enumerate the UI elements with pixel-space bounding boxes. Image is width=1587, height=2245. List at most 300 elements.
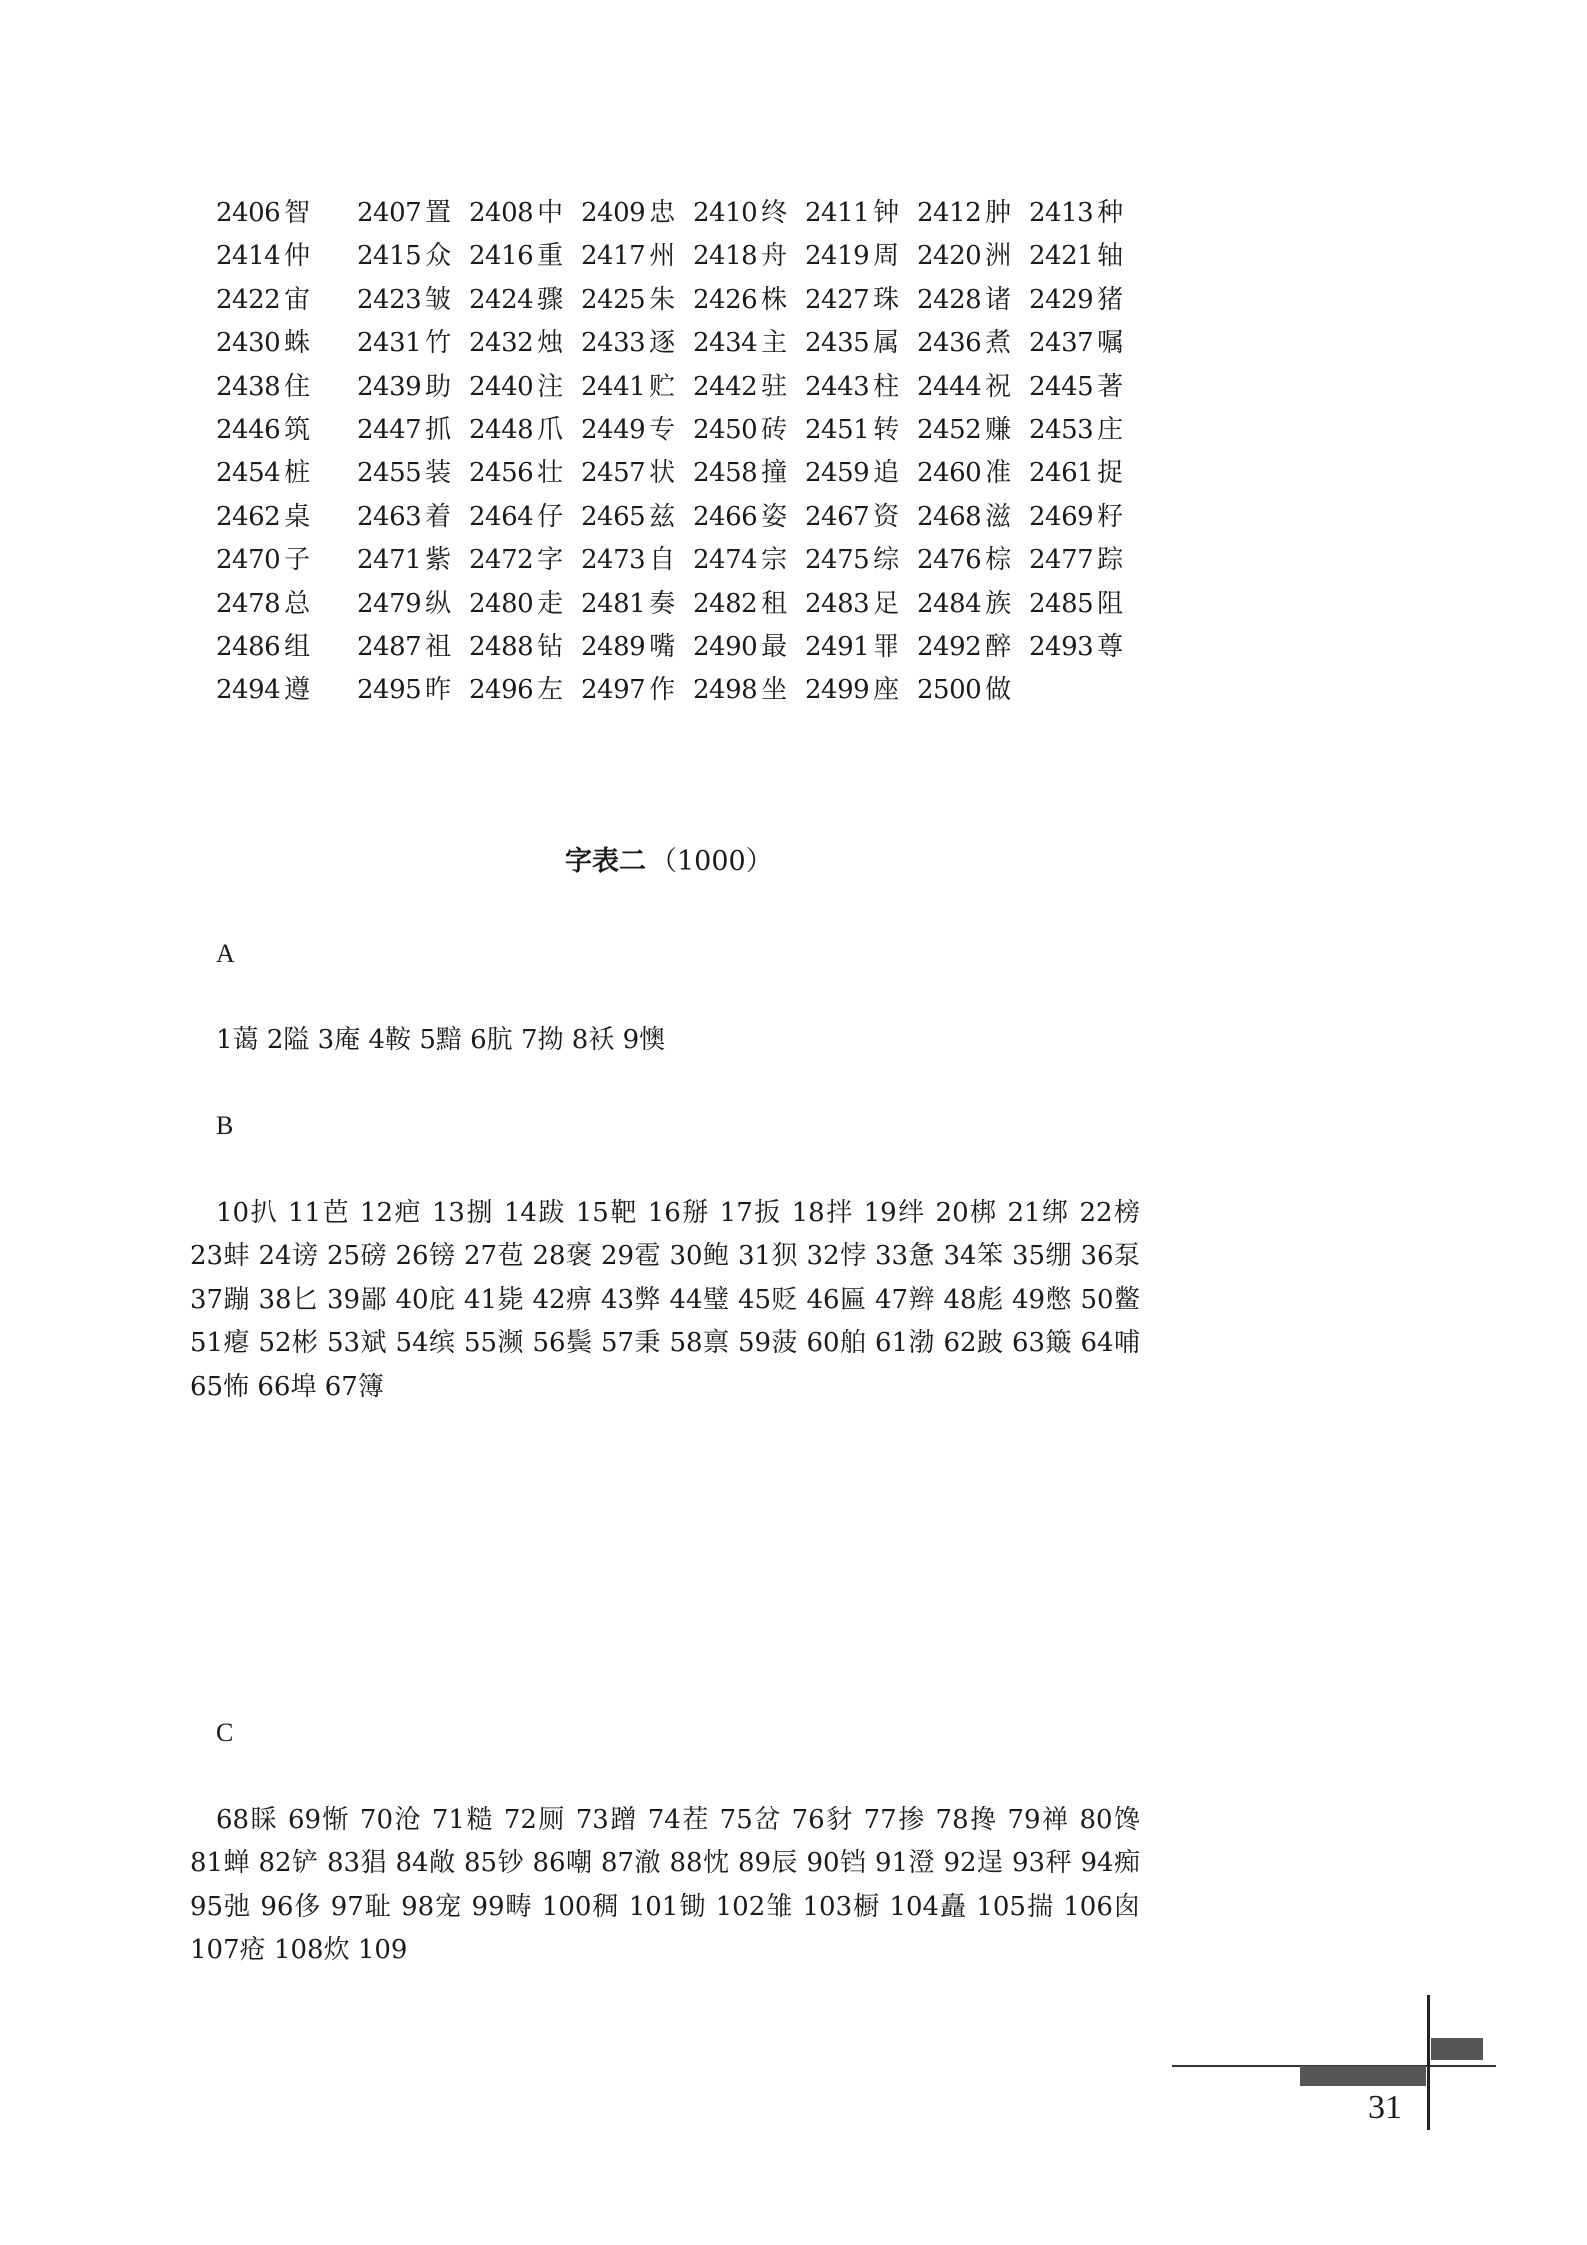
char-glyph: 壮 <box>537 458 564 489</box>
char-number: 2435 <box>805 328 870 359</box>
char-number: 2432 <box>469 328 534 359</box>
char-item <box>542 1892 620 1922</box>
char-number: 2478 <box>216 588 281 619</box>
char-number: 2438 <box>216 371 281 402</box>
char-item <box>464 1328 524 1358</box>
char-glyph: 捌 <box>464 1198 495 1228</box>
char-number: 2460 <box>917 458 982 489</box>
char-glyph: 属 <box>873 328 900 359</box>
char-glyph: 舟 <box>761 241 788 272</box>
char-number: 2498 <box>693 675 758 706</box>
char-entry <box>693 626 805 669</box>
char-item <box>288 1805 350 1835</box>
char-entry <box>469 192 581 235</box>
char-glyph: 洲 <box>985 241 1012 272</box>
char-number: 2491 <box>805 631 870 662</box>
char-number: 56 <box>532 1328 566 1359</box>
char-number: 101 <box>628 1891 679 1922</box>
char-number: 76 <box>791 1805 825 1835</box>
char-number: 2410 <box>693 198 758 228</box>
char-glyph: 睬 <box>249 1805 279 1835</box>
char-number: 3 <box>317 1025 335 1055</box>
char-glyph: 匕 <box>291 1284 319 1315</box>
char-item <box>533 1285 593 1315</box>
char-number: 93 <box>1012 1848 1046 1879</box>
char-glyph: 铛 <box>839 1848 867 1879</box>
char-number: 5 <box>419 1025 436 1055</box>
char-number: 44 <box>669 1284 703 1315</box>
char-number: 89 <box>738 1848 772 1879</box>
char-item <box>368 1025 411 1055</box>
char-number: 37 <box>190 1284 224 1315</box>
char-glyph: 组 <box>284 631 311 662</box>
char-glyph: 铲 <box>291 1848 319 1879</box>
char-glyph: 足 <box>873 588 900 619</box>
char-number: 13 <box>431 1198 465 1228</box>
char-glyph: 筑 <box>284 414 311 445</box>
char-number: 46 <box>806 1284 840 1315</box>
char-item <box>504 1198 566 1228</box>
char-glyph: 炊 <box>323 1935 350 1966</box>
char-item <box>875 1328 935 1358</box>
char-entry <box>917 583 1029 626</box>
char-glyph: 砖 <box>761 414 788 445</box>
char-item <box>1081 1328 1140 1358</box>
char-number: 2484 <box>917 588 982 619</box>
char-glyph: 做 <box>985 675 1012 706</box>
char-number: 48 <box>943 1284 977 1315</box>
char-item <box>864 1805 926 1835</box>
char-entry <box>581 452 693 495</box>
char-item <box>190 1935 266 1965</box>
char-entry <box>1029 539 1141 582</box>
char-number: 80 <box>1079 1805 1113 1835</box>
char-number: 49 <box>1012 1284 1046 1315</box>
char-glyph: 滋 <box>985 501 1012 532</box>
char-number: 43 <box>601 1284 635 1315</box>
char-number: 2406 <box>216 198 281 228</box>
char-number: 2436 <box>917 328 982 359</box>
char-glyph: 蚌 <box>223 1241 250 1272</box>
char-entry <box>693 409 805 452</box>
char-item <box>1007 1198 1069 1228</box>
footer-rule-vertical <box>1427 1995 1430 2130</box>
char-glyph: 懊 <box>639 1025 666 1055</box>
char-glyph: 掺 <box>896 1805 926 1835</box>
char-glyph: 掰 <box>680 1198 710 1228</box>
char-entry <box>805 279 917 322</box>
char-glyph: 鞍 <box>385 1025 412 1055</box>
char-number: 2470 <box>216 545 281 576</box>
char-number: 51 <box>190 1328 224 1359</box>
char-glyph: 澈 <box>634 1848 661 1879</box>
char-glyph: 醉 <box>985 631 1012 662</box>
char-glyph: 中 <box>537 198 564 228</box>
char-number: 2489 <box>581 631 646 662</box>
char-entry <box>581 366 693 409</box>
char-glyph: 烛 <box>537 328 564 359</box>
char-glyph: 坐 <box>761 675 788 706</box>
char-item <box>738 1848 798 1878</box>
char-entry <box>693 279 805 322</box>
char-glyph: 糙 <box>464 1805 495 1835</box>
char-glyph: 橱 <box>852 1891 881 1922</box>
char-number: 87 <box>601 1848 635 1879</box>
char-number: 2463 <box>357 501 422 532</box>
char-glyph: 锄 <box>678 1891 707 1922</box>
char-number: 60 <box>806 1328 840 1359</box>
char-number: 2427 <box>805 284 870 315</box>
char-glyph: 尊 <box>1097 631 1124 662</box>
char-glyph: 宠 <box>434 1891 463 1922</box>
char-glyph: 忠 <box>649 198 676 228</box>
char-number: 2457 <box>581 458 646 489</box>
char-glyph: 轴 <box>1097 241 1124 272</box>
char-number: 2422 <box>216 284 281 315</box>
char-glyph: 紫 <box>425 545 452 576</box>
char-item <box>807 1328 867 1358</box>
char-glyph: 走 <box>537 588 564 619</box>
char-number: 2471 <box>357 545 422 576</box>
char-item <box>260 1892 321 1922</box>
char-number: 2461 <box>1029 458 1094 489</box>
char-glyph: 澄 <box>908 1848 935 1879</box>
char-number: 95 <box>190 1891 224 1922</box>
char-entry <box>357 669 469 712</box>
char-number: 7 <box>520 1025 538 1055</box>
char-entry <box>581 409 693 452</box>
char-entry <box>469 452 581 495</box>
char-entry <box>357 322 469 365</box>
char-number: 100 <box>541 1891 592 1922</box>
char-entry <box>469 539 581 582</box>
char-glyph: 猪 <box>1097 284 1124 315</box>
char-number: 16 <box>647 1198 681 1228</box>
char-item <box>889 1892 967 1922</box>
char-glyph: 舶 <box>839 1328 867 1359</box>
char-number: 2444 <box>917 371 982 402</box>
char-entry <box>805 669 917 712</box>
char-glyph: 综 <box>873 545 900 576</box>
char-item <box>216 1198 278 1228</box>
char-number: 2437 <box>1029 328 1094 359</box>
char-glyph: 州 <box>649 241 676 272</box>
char-entry <box>1029 366 1141 409</box>
char-glyph: 馋 <box>1112 1805 1141 1835</box>
char-number: 2499 <box>805 675 870 706</box>
char-item <box>533 1241 593 1271</box>
char-glyph: 种 <box>1097 198 1124 228</box>
char-entry <box>805 409 917 452</box>
char-entry <box>216 192 357 235</box>
char-item <box>576 1198 638 1228</box>
char-glyph: 绑 <box>1040 1198 1070 1228</box>
char-item <box>864 1198 926 1228</box>
char-glyph: 痹 <box>565 1284 593 1315</box>
char-glyph: 逐 <box>649 328 676 359</box>
char-entry <box>917 496 1029 539</box>
char-number: 2416 <box>469 241 534 272</box>
char-glyph: 茬 <box>680 1805 710 1835</box>
char-number: 2472 <box>469 545 534 576</box>
char-glyph: 蹭 <box>608 1805 638 1835</box>
char-glyph: 悖 <box>839 1241 867 1272</box>
char-list-b <box>190 1192 1140 1409</box>
char-glyph: 辰 <box>771 1848 798 1879</box>
char-item <box>670 1848 730 1878</box>
char-number: 8 <box>571 1025 589 1055</box>
char-number: 2424 <box>469 284 534 315</box>
char-item <box>1081 1848 1140 1878</box>
char-item <box>1079 1805 1140 1835</box>
char-entry <box>1029 626 1141 669</box>
char-item <box>716 1892 794 1922</box>
char-glyph: 准 <box>985 458 1012 489</box>
char-entry <box>357 235 469 278</box>
char-glyph: 辫 <box>908 1284 935 1315</box>
char-glyph: 黯 <box>435 1025 462 1055</box>
char-entry <box>805 366 917 409</box>
char-glyph: 煮 <box>985 328 1012 359</box>
char-entry <box>581 583 693 626</box>
char-glyph: 镑 <box>428 1241 456 1272</box>
char-number: 63 <box>1012 1328 1046 1359</box>
char-item <box>396 1848 456 1878</box>
char-entry <box>1029 192 1141 235</box>
heading-count: （1000） <box>650 846 773 877</box>
char-item <box>396 1241 456 1271</box>
char-item <box>1063 1892 1140 1922</box>
char-entry <box>693 366 805 409</box>
char-item <box>601 1848 661 1878</box>
char-glyph: 绷 <box>1045 1241 1072 1272</box>
char-glyph: 袄 <box>588 1025 615 1055</box>
char-glyph: 痴 <box>1113 1848 1140 1879</box>
char-glyph: 爪 <box>537 414 564 445</box>
char-number: 2496 <box>469 675 534 706</box>
char-glyph: 庇 <box>428 1284 456 1315</box>
char-number: 2450 <box>693 414 758 445</box>
char-glyph: 肿 <box>985 198 1012 228</box>
char-number: 2494 <box>216 675 281 706</box>
char-item <box>190 1328 250 1358</box>
char-entry <box>693 496 805 539</box>
char-number: 21 <box>1007 1198 1041 1228</box>
char-glyph: 稠 <box>591 1891 620 1922</box>
char-glyph: 缤 <box>428 1328 456 1359</box>
char-entry <box>581 235 693 278</box>
char-number: 96 <box>260 1891 294 1922</box>
char-glyph: 敞 <box>428 1848 456 1879</box>
char-item <box>190 1285 250 1315</box>
char-number: 2425 <box>581 284 646 315</box>
char-item <box>325 1372 384 1402</box>
char-item <box>432 1198 494 1228</box>
char-number: 2467 <box>805 501 870 532</box>
char-number: 2500 <box>917 675 982 706</box>
char-item <box>327 1241 387 1271</box>
char-number: 2492 <box>917 631 982 662</box>
char-item <box>190 1372 249 1402</box>
char-entry <box>469 583 581 626</box>
char-item <box>216 1025 259 1055</box>
char-glyph: 靶 <box>608 1198 638 1228</box>
char-number: 77 <box>863 1805 897 1835</box>
char-glyph: 璧 <box>702 1284 730 1315</box>
char-number: 45 <box>738 1284 772 1315</box>
char-number: 59 <box>738 1328 772 1359</box>
char-number: 2430 <box>216 328 281 359</box>
char-item <box>1007 1805 1069 1835</box>
char-number: 2485 <box>1029 588 1094 619</box>
char-number: 57 <box>601 1328 635 1359</box>
char-item <box>720 1805 782 1835</box>
char-number: 53 <box>327 1328 361 1359</box>
char-entry <box>469 279 581 322</box>
char-entry <box>693 539 805 582</box>
char-glyph: 侈 <box>293 1891 322 1922</box>
char-glyph: 著 <box>1097 371 1124 402</box>
char-glyph: 贮 <box>649 371 676 402</box>
char-item <box>792 1198 854 1228</box>
char-number: 82 <box>258 1848 292 1879</box>
char-entry <box>216 366 357 409</box>
char-item <box>464 1848 524 1878</box>
char-number: 2448 <box>469 414 534 445</box>
char-item <box>648 1198 710 1228</box>
char-item <box>629 1892 707 1922</box>
char-glyph: 逞 <box>976 1848 1004 1879</box>
char-entry <box>357 279 469 322</box>
char-glyph: 厕 <box>536 1805 566 1835</box>
char-glyph: 总 <box>284 588 311 619</box>
char-glyph: 朱 <box>649 284 676 315</box>
char-glyph: 濒 <box>497 1328 524 1359</box>
char-glyph: 跛 <box>976 1328 1004 1359</box>
char-number: 2482 <box>693 588 758 619</box>
char-number: 2490 <box>693 631 758 662</box>
char-number: 2413 <box>1029 198 1094 228</box>
char-glyph: 疮 <box>239 1935 266 1966</box>
char-item <box>360 1198 422 1228</box>
char-glyph: 终 <box>761 198 788 228</box>
char-item <box>521 1025 564 1055</box>
char-number: 2408 <box>469 198 534 228</box>
char-glyph: 嘲 <box>565 1848 593 1879</box>
char-item <box>670 1328 730 1358</box>
char-item <box>648 1805 710 1835</box>
char-glyph: 簿 <box>357 1371 384 1402</box>
char-glyph: 注 <box>537 371 564 402</box>
char-number: 2439 <box>357 371 422 402</box>
char-glyph: 谤 <box>291 1241 319 1272</box>
char-glyph: 憋 <box>1045 1284 1072 1315</box>
char-glyph: 宙 <box>284 284 311 315</box>
char-number: 24 <box>258 1241 292 1272</box>
char-entry <box>357 626 469 669</box>
char-entry <box>1029 409 1141 452</box>
char-number: 2415 <box>357 241 422 272</box>
letter-heading-c: C <box>216 1718 234 1747</box>
char-glyph: 字 <box>537 545 564 576</box>
char-glyph: 揣 <box>1025 1891 1054 1922</box>
char-number: 85 <box>464 1848 498 1879</box>
char-item <box>670 1241 730 1271</box>
char-item <box>944 1241 1004 1271</box>
char-item <box>190 1848 250 1878</box>
char-glyph: 棕 <box>985 545 1012 576</box>
char-glyph: 柱 <box>873 371 900 402</box>
char-number: 65 <box>190 1371 224 1402</box>
char-glyph: 自 <box>649 545 676 576</box>
char-glyph: 渤 <box>908 1328 935 1359</box>
char-glyph: 弊 <box>634 1284 661 1315</box>
char-item <box>792 1805 854 1835</box>
char-entry <box>216 279 357 322</box>
char-number: 2417 <box>581 241 646 272</box>
char-item <box>601 1328 661 1358</box>
char-number: 102 <box>715 1891 766 1922</box>
char-table-1 <box>216 192 1156 713</box>
char-entry <box>216 235 357 278</box>
char-glyph: 兹 <box>649 501 676 532</box>
char-glyph: 嘱 <box>1097 328 1124 359</box>
char-number: 66 <box>257 1371 291 1402</box>
char-number: 2454 <box>216 458 281 489</box>
char-glyph: 簸 <box>1045 1328 1072 1359</box>
char-number: 61 <box>875 1328 909 1359</box>
char-glyph: 豺 <box>824 1805 854 1835</box>
char-number: 2429 <box>1029 284 1094 315</box>
char-item <box>1081 1241 1140 1271</box>
char-glyph: 庄 <box>1097 414 1124 445</box>
char-number: 2473 <box>581 545 646 576</box>
char-item <box>803 1892 881 1922</box>
char-number: 86 <box>532 1848 566 1879</box>
char-glyph: 祝 <box>985 371 1012 402</box>
char-entry <box>805 452 917 495</box>
char-glyph: 作 <box>649 675 676 706</box>
char-glyph: 猖 <box>360 1848 387 1879</box>
char-number: 2442 <box>693 371 758 402</box>
char-number: 2414 <box>216 241 281 272</box>
char-glyph: 瘪 <box>223 1328 250 1359</box>
char-item <box>267 1025 310 1055</box>
char-glyph: 座 <box>873 675 900 706</box>
char-item <box>259 1328 319 1358</box>
char-glyph: 转 <box>873 414 900 445</box>
char-number: 2474 <box>693 545 758 576</box>
char-entry <box>805 539 917 582</box>
char-number: 84 <box>395 1848 429 1879</box>
char-glyph: 鬓 <box>565 1328 593 1359</box>
char-number: 14 <box>503 1198 537 1228</box>
char-glyph: 珠 <box>873 284 900 315</box>
char-number: 2447 <box>357 414 422 445</box>
char-number: 2440 <box>469 371 534 402</box>
char-item <box>738 1241 798 1271</box>
char-number: 105 <box>976 1891 1026 1922</box>
heading-title: 字表二 <box>565 846 646 877</box>
char-number: 15 <box>575 1198 609 1228</box>
char-entry <box>917 452 1029 495</box>
char-number: 2468 <box>917 501 982 532</box>
char-item <box>1012 1848 1072 1878</box>
char-entry <box>1029 322 1141 365</box>
char-glyph: 撞 <box>761 458 788 489</box>
char-item <box>936 1198 998 1228</box>
char-glyph: 肮 <box>486 1025 513 1055</box>
